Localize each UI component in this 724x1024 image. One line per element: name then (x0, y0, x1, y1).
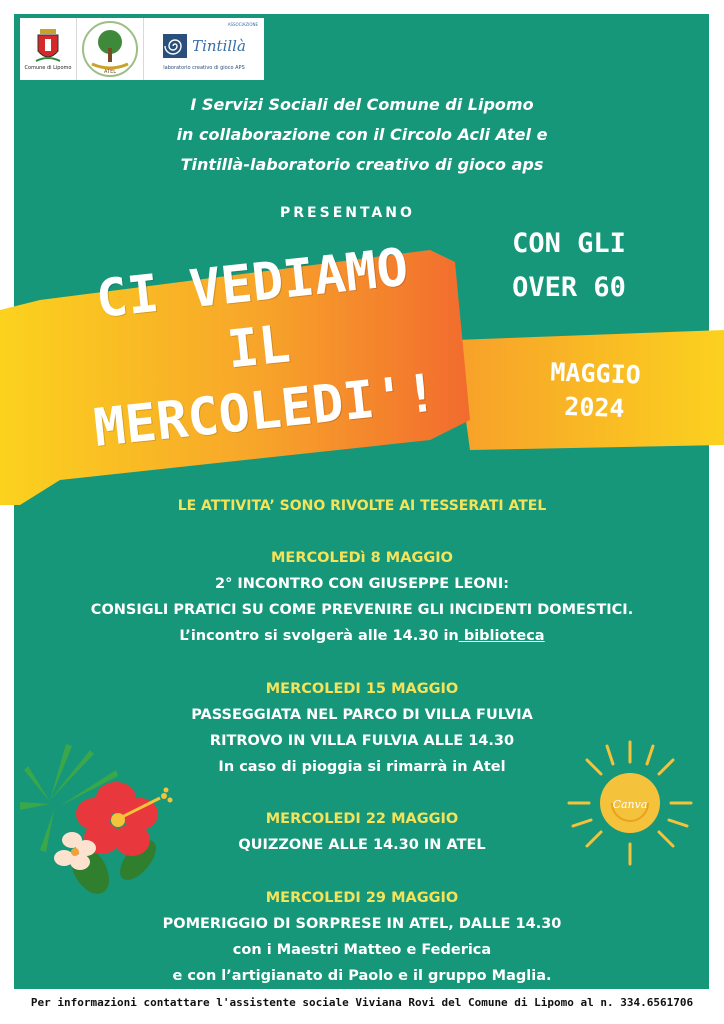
event-line: In caso di pioggia si rimarrà in Atel (218, 759, 506, 775)
event-line: PASSEGGIATA NEL PARCO DI VILLA FULVIA (191, 707, 533, 723)
tintilla-assoc: ASSOCIAZIONE (227, 22, 258, 27)
tintilla-subtitle: laboratorio creativo di gioco APS (163, 65, 245, 71)
event-block (0, 885, 724, 989)
event-line: 2° INCONTRO CON GIUSEPPE LEONI: (214, 576, 510, 592)
tagline-line: CON GLI (512, 228, 626, 259)
event-line: con i Maestri Matteo e Federica (232, 942, 492, 958)
acli-badge: ATEL (103, 69, 117, 75)
intro-line: in collaborazione con il Circolo Acli Atel e (176, 125, 548, 144)
event-line (0, 623, 724, 649)
period-month: MAGGIO (549, 357, 642, 390)
event-line: RITROVO IN VILLA FULVIA ALLE 14.30 (209, 733, 515, 749)
comune-caption: Comune di Lipomo (24, 65, 72, 71)
sun-text: Canva (612, 798, 648, 811)
event-block (0, 545, 724, 649)
sun-icon (565, 738, 695, 868)
event-line: POMERIGGIO DI SORPRESE IN ATEL, DALLE 14.30 (162, 916, 562, 932)
event-line: CONSIGLI PRATICI SU COME PREVENIRE GLI INCIDENTI DOMESTICI. (90, 602, 634, 618)
title-line: MERCOLEDI'! (91, 363, 440, 459)
period-label (499, 354, 691, 429)
members-note: LE ATTIVITA’ SONO RIVOLTE AI TESSERATI ATEL (177, 498, 547, 514)
event-date: MERCOLEDI 15 MAGGIO (265, 681, 459, 697)
event-line: QUIZZONE ALLE 14.30 IN ATEL (238, 837, 486, 853)
intro-line: Tintillà-laboratorio creativo di gioco aps (180, 155, 544, 174)
event-date: MERCOLEDI 29 MAGGIO (265, 890, 459, 906)
period-year: 2024 (563, 391, 626, 424)
event-line: e con l’artigianato di Paolo e il gruppo Maglia. (172, 968, 552, 984)
biblioteca-link[interactable]: biblioteca (458, 628, 545, 644)
hibiscus-icon (20, 740, 190, 900)
presentano-label: PRESENTANO (280, 205, 415, 221)
event-date: MERCOLEDI 22 MAGGIO (265, 811, 459, 827)
tagline-line: OVER 60 (512, 272, 626, 303)
intro-line: I Servizi Sociali del Comune di Lipomo (190, 95, 534, 114)
contact-footer: Per informazioni contattare l'assistente sociale Viviana Rovi del Comune di Lipomo al n. 334.6561706 (30, 996, 694, 1009)
title-line: CI VEDIAMO (93, 237, 411, 331)
tintilla-name: Tintillà (192, 37, 246, 55)
event-line-prefix: L’incontro si svolgerà alle 14.30 in (179, 628, 459, 644)
title-line: IL (224, 314, 294, 381)
event-date: MERCOLEDì 8 MAGGIO (271, 550, 453, 566)
